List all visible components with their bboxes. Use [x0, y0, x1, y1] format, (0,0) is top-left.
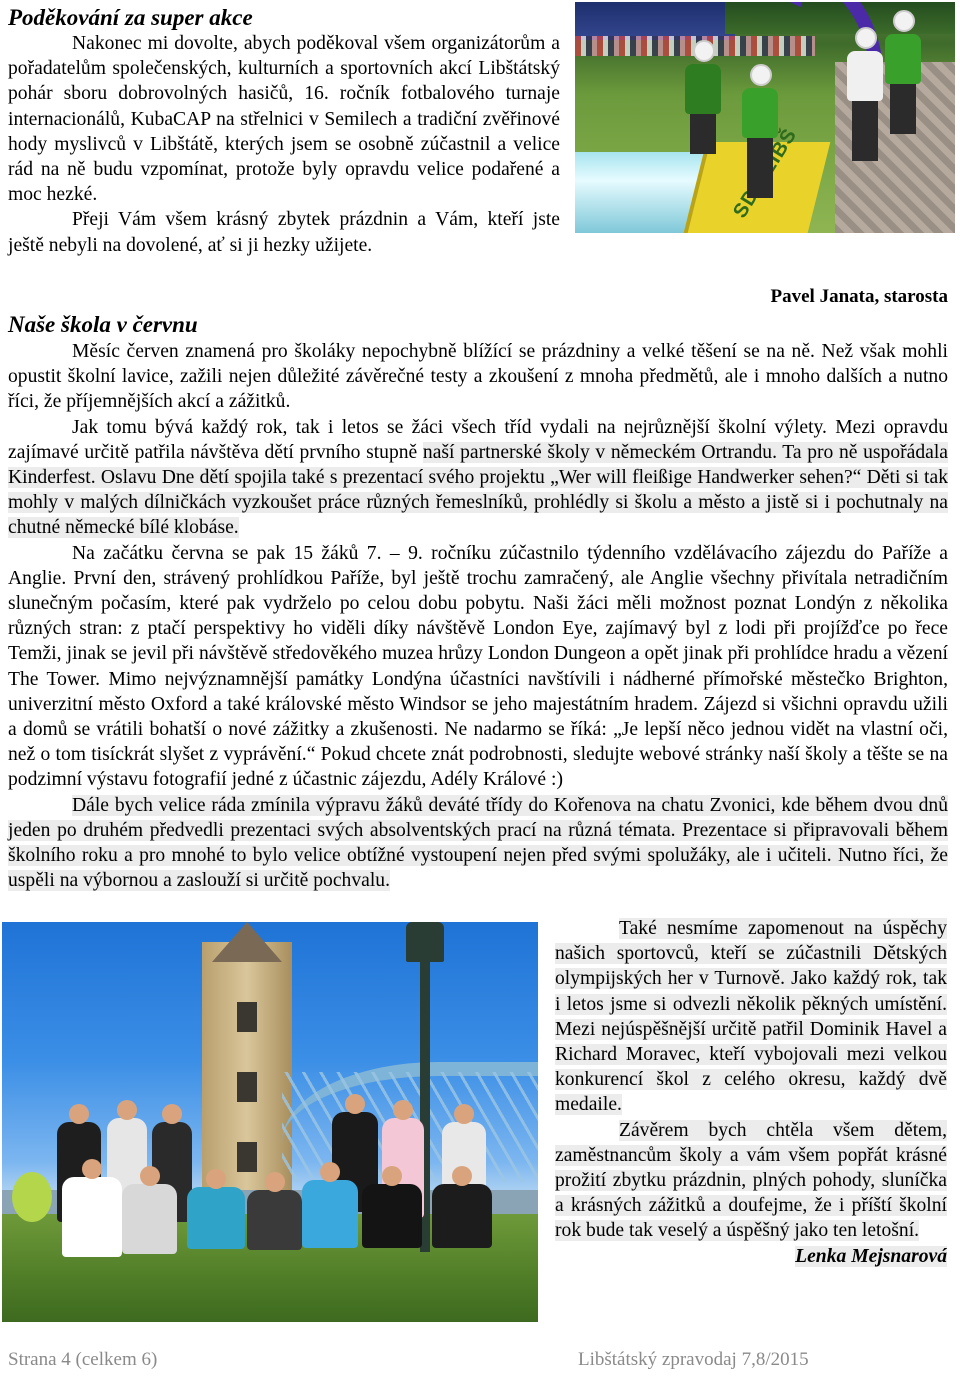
- school-paragraph-5-text: Také nesmíme zapomenout na úspěchy našich sportovců, kteří se zúčastnili Dětských olympijských her v Turnově. Jako každý rok, tak i letos jsme si odvezli několik pěkných umístění. Mezi nejúspěšnější určitě patřil Dominik Havel a Richard Moravec, kteří vybojovali mezi velkou konkurencí škol z celého okresu, každý dvě medaile.: [555, 918, 947, 1116]
- school-paragraph-4: [8, 793, 948, 894]
- thanks-paragraph-1: Nakonec mi dovolte, abych poděkoval všem organizátorům a pořadatelům společenských, kulturních a sportovních akcí Libštátský pohár sboru dobrovolných hasičů, 16. ročník fotbalového turnaje internacionálů, KubaCAP na střelnici v Semilech a tradiční zvěřinové hody myslivců v Libštátě, kterých jsem se osobně zúčastnil a velice rád na ně budu vzpomínat, protože byly opravdu velice podařené a moc hezké.: [8, 33, 560, 206]
- school-heading: Naše škola v červnu: [8, 312, 198, 337]
- thanks-paragraph-2: Přeji Vám všem krásný zbytek prázdnin a Vám, kteří jste ještě nebyli na dovolené, ať si ji hezky užijete.: [8, 209, 560, 256]
- school-paragraph-2-highlight: naší partnerské školy v německém Ortrandu. Ta pro ně uspořádala Kinderfest. Oslavu Dne dětí spojila také s prezentací svého projektu „Wer will fleißige Handwerker sehen?“ Děti si tak mohly v malých dílničkách vyzkoušet práce různých řemeslníků, prohlédly si školu a město a jistě si i pochutnaly na chutné německé bílé klobáse.: [8, 441, 948, 539]
- sports-column: [555, 916, 947, 1268]
- thanks-signature: Pavel Janata, starosta: [770, 286, 948, 307]
- school-paragraph-6: [555, 1118, 947, 1244]
- footer-publication: Libštátský zpravodaj 7,8/2015: [578, 1349, 809, 1370]
- school-paragraph-3: Na začátku června se pak 15 žáků 7. – 9. ročníku zúčastnilo týdenního vzdělávacího zájezdu do Paříže a Anglie. První den, strávený prohlídkou Paříže, byl ještě trochu zamračený, ale Anglie všechny přivítala netradičním slunečným počasím, které pak vydrželo po celou dobu pobytu. Naši žáci měli možnost poznat Londýn z několika různých stran: z ptačí perspektivy ho viděli díky návštěvě London Eye, zajímavý byl z lodi při projížďce po řece Temži, jinak se jevil při návštěvě středověkého muzea hrůzy London Dungeon a opět jinak při prohlídce hradu a vězení The Tower. Mimo nejvýznamnější památky Londýna účastníci navštívili i nádherné přímořské městečko Brighton, univerzitní město Oxford a také královské město Windsor se jeho majestátním hradem. Zájezd si všichni opravdu užili a domů se vrátili bohatší o nové zážitky a zkušenosti. Ne nadarmo se říká: „Je lepší něco jednou vidět na vlastní oči, než o tom tisíckrát slyšet z vyprávění.“ Pokud chcete znát podrobnosti, sledujte webové stránky naší školy a těšte se na podzimní výstavu fotografií jedné z účastnic zájezdu, Adély Králové :): [8, 542, 948, 791]
- school-paragraph-2: [8, 415, 948, 541]
- london-group-photo: [2, 922, 538, 1322]
- thanks-section: [8, 5, 560, 258]
- school-signature: Lenka Mejsnarová: [795, 1245, 947, 1267]
- school-paragraph-4-text: Dále bych velice ráda zmínila výpravu žáků deváté třídy do Kořenova na chatu Zvonici, kde během dvou dnů jeden po druhém předvedli prezentaci svých absolventských prací na různá témata. Prezentace si připravovali během školního roku a pro mnohé to bylo velice obtížné vystoupení nejen před svými spolužáky, ale i učiteli. Nutno říci, že uspěli na výbornou a zaslouží si určitě pochvalu.: [8, 794, 948, 892]
- school-paragraph-6-text: Závěrem bych chtěla všem dětem, zaměstnancům školy a vám všem popřát krásné prožití zbytku prázdnin, plných pohody, sluníčka a krásných zážitků a doufejme, že i příští školní rok bude tak veselý a úspěšný jako ten letošní.: [555, 1119, 947, 1242]
- school-section: [8, 311, 948, 893]
- school-paragraph-2-start: Jak tomu bývá každý rok, tak i letos se žáci všech tříd vydali na nejrůznější školní výlety. Mezi opravdu zajímavé určitě patřila návštěva dětí prvního stupně: [8, 416, 948, 463]
- footer-page-number: Strana 4 (celkem 6): [8, 1349, 158, 1370]
- thanks-heading: Poděkování za super akce: [8, 5, 253, 30]
- school-paragraph-5: [555, 916, 947, 1118]
- firefighters-photo: [575, 2, 955, 233]
- school-paragraph-1: Měsíc červen znamená pro školáky nepochybně blížící se prázdniny a velké těšení se na ně. Než však mohli opustit školní lavice, zažili nejen důležité závěrečné testy a zkoušení z mnoha předmětů, ale i mnoho dalších a nutno říci, že příjemnějších akcí a zážitků.: [8, 341, 948, 413]
- tank-lettering: LIBŠ: [756, 124, 802, 179]
